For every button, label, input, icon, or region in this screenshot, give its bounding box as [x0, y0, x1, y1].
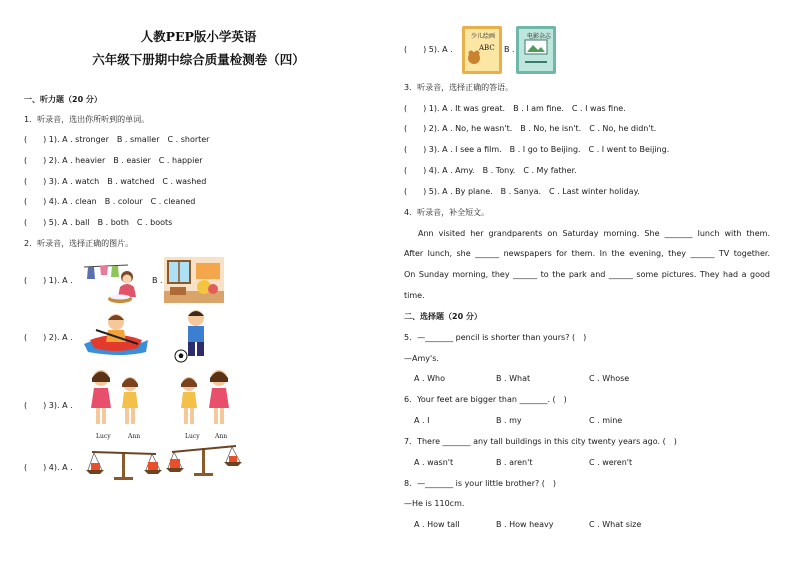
washing-clothes-picture — [82, 261, 142, 305]
lucy-label-a: Lucy — [96, 433, 111, 440]
q1-item-2: ( ) 2). A . heavier B . easier C . happier — [24, 156, 203, 165]
passage-line-4: time. — [404, 291, 425, 300]
q2-item-1-prefix: ( ) 1). A . — [24, 276, 73, 285]
q5-option-a: A . Who — [414, 374, 445, 383]
drawing-book-subtitle: ABC — [479, 44, 495, 52]
q2-item-5-b-label: B . — [504, 45, 515, 54]
q7-option-c: C . weren't — [589, 458, 633, 467]
section-choice: 二、选择题（20 分） — [404, 312, 482, 321]
balance-scale-picture-b — [166, 442, 242, 476]
q6-option-c: C . mine — [589, 416, 623, 425]
lucy-label-b: Lucy — [185, 433, 200, 440]
balance-scale-picture-a — [86, 446, 162, 480]
ann-label-a: Ann — [128, 433, 141, 440]
ann-label-b: Ann — [215, 433, 228, 440]
q8-option-c: C . What size — [589, 520, 642, 529]
q6-text: 6．Your feet are bigger than _______. ( ) — [404, 395, 567, 404]
room-picture — [164, 257, 224, 303]
q8-option-b: B . How heavy — [496, 520, 554, 529]
q3-item-3: ( ) 3). A . I see a film. B . I go to Beijing. C . I went to Beijing. — [404, 145, 670, 154]
q5-option-c: C . Whose — [589, 374, 630, 383]
q3-item-5: ( ) 5). A . By plane. B . Sanya. C . Last winter holiday. — [404, 187, 640, 196]
q2-item-2-prefix: ( ) 2). A . — [24, 333, 73, 342]
passage-line-1: Ann visited her grandparents on Saturday morning. She _______ lunch with them. — [418, 229, 770, 238]
q1-item-5: ( ) 5). A . ball B . both C . boots — [24, 218, 173, 227]
football-boy-picture — [174, 308, 214, 364]
q1-item-4: ( ) 4). A . clean B . colour C . cleaned — [24, 197, 196, 206]
q3-item-2: ( ) 2). A . No, he wasn't. B . No, he isn't. C . No, he didn't. — [404, 124, 657, 133]
q7-option-a: A . wasn't — [414, 458, 454, 467]
q3-item-4: ( ) 4). A . Amy. B . Tony. C . My father. — [404, 166, 577, 175]
q5-text: 5．—_______ pencil is shorter than yours? ( ) — [404, 333, 587, 342]
task-2-instruction: 2．听录音，选择正确的图片。 — [24, 239, 134, 248]
passage-line-3: On Sunday morning, they ______ to the park and ______ some pictures. They had a good — [404, 270, 770, 279]
q2-item-3-prefix: ( ) 3). A . — [24, 401, 73, 410]
q6-option-b: B . my — [496, 416, 522, 425]
page-subtitle: 六年级下册期中综合质量检测卷（四） — [92, 52, 305, 67]
lucy-ann-picture-b — [174, 368, 236, 430]
q5-option-b: B . What — [496, 374, 531, 383]
q1-item-3: ( ) 3). A . watch B . watched C . washed — [24, 177, 207, 186]
task-4-instruction: 4．听录音，补全短文。 — [404, 208, 490, 217]
q8-option-a: A . How tall — [414, 520, 460, 529]
q8-text: 8．—_______ is your little brother? ( ) — [404, 479, 557, 488]
movie-magazine-title: 电影杂志 — [527, 33, 552, 40]
q2-item-4-prefix: ( ) 4). A . — [24, 463, 73, 472]
q8-reply: —He is 110cm. — [404, 499, 465, 508]
q5-reply: —Amy's. — [404, 354, 439, 363]
section-listening: 一、听力题（20 分） — [24, 95, 102, 104]
q7-option-b: B . aren't — [496, 458, 533, 467]
q7-text: 7．There _______ any tall buildings in this city twenty years ago. ( ) — [404, 437, 677, 446]
task-3-instruction: 3．听录音，选择正确的答语。 — [404, 83, 514, 92]
rafting-picture — [82, 310, 150, 358]
q2-item-5-prefix: ( ) 5). A . — [404, 45, 453, 54]
q6-option-a: A . I — [414, 416, 430, 425]
q2-item-1-b-label: B . — [152, 276, 163, 285]
q1-item-1: ( ) 1). A . stronger B . smaller C . shorter — [24, 135, 210, 144]
task-1-instruction: 1．听录音，选出你所听到的单词。 — [24, 115, 150, 124]
q3-item-1: ( ) 1). A . It was great. B . I am fine. C . I was fine. — [404, 104, 626, 113]
page-title: 人教PEP版小学英语 — [140, 29, 257, 44]
lucy-ann-picture-a — [84, 368, 146, 430]
passage-line-2: After lunch, she ______ newspapers for them. In the evening, they ______ TV together. — [404, 249, 770, 258]
drawing-book-title: 少儿绘画 — [471, 33, 496, 40]
